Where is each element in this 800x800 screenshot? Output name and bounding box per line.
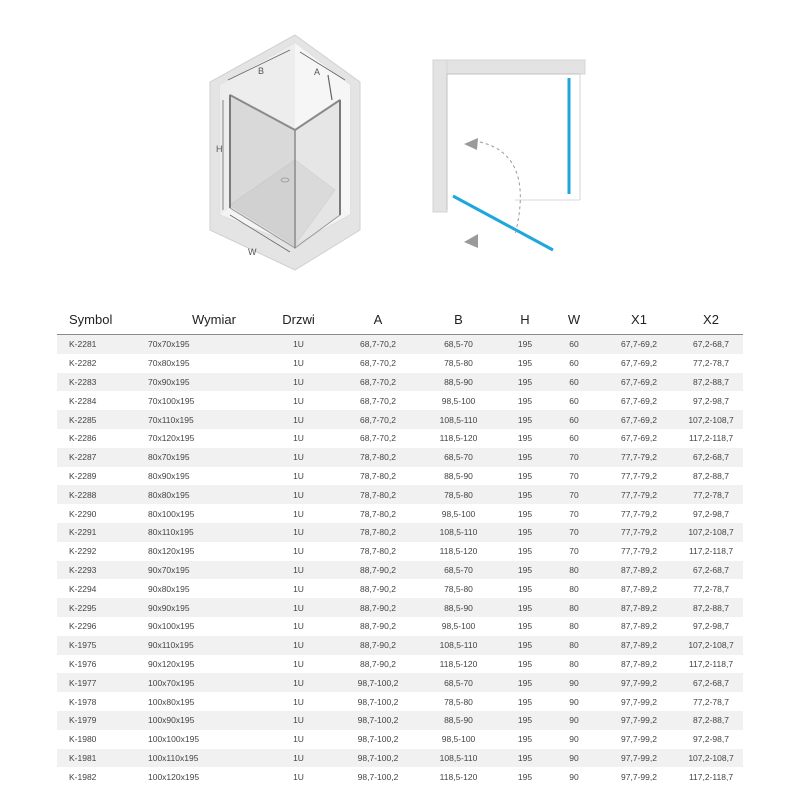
cell-symbol: K-1975 <box>69 640 97 651</box>
cell-x2: 87,2-88,7 <box>693 715 729 726</box>
cell-x1: 77,7-79,2 <box>621 527 657 538</box>
cell-b: 108,5-110 <box>439 414 478 425</box>
dimension-label-a: A <box>314 67 321 77</box>
cell-h: 195 <box>517 339 533 350</box>
cell-w: 60 <box>569 433 579 444</box>
cell-w: 80 <box>569 564 579 575</box>
cell-b: 118,5-120 <box>439 433 478 444</box>
cell-x2: 87,2-88,7 <box>693 376 729 387</box>
cell-b: 88,5-90 <box>444 376 473 387</box>
cell-w: 80 <box>569 602 579 613</box>
cell-symbol: K-2291 <box>69 527 97 538</box>
cell-drzwi: 1U <box>293 546 304 557</box>
cell-a: 88,7-90,2 <box>360 658 396 669</box>
cell-a: 68,7-70,2 <box>360 433 396 444</box>
cell-wymiar: 80x70x195 <box>148 452 190 463</box>
cell-h: 195 <box>517 696 533 707</box>
cell-b: 88,5-90 <box>444 715 473 726</box>
cell-w: 80 <box>569 640 579 651</box>
cell-wymiar: 90x110x195 <box>148 640 194 651</box>
cell-wymiar: 90x70x195 <box>148 564 190 575</box>
cell-drzwi: 1U <box>293 602 304 613</box>
cell-h: 195 <box>517 508 533 519</box>
cell-wymiar: 100x110x195 <box>148 752 199 763</box>
cell-drzwi: 1U <box>293 621 304 632</box>
cell-x1: 97,7-99,2 <box>621 677 657 688</box>
table-row <box>57 655 743 674</box>
cell-symbol: K-2286 <box>69 433 97 444</box>
cell-a: 98,7-100,2 <box>357 715 399 726</box>
cell-h: 195 <box>517 602 533 613</box>
cell-x1: 67,7-69,2 <box>621 433 657 444</box>
cell-h: 195 <box>517 621 533 632</box>
cell-w: 80 <box>569 583 579 594</box>
cell-b: 68,5-70 <box>444 677 473 688</box>
dimension-label-w: W <box>248 247 257 257</box>
cell-symbol: K-2293 <box>69 564 97 575</box>
cell-a: 88,7-90,2 <box>360 583 396 594</box>
col-header-x2: X2 <box>703 311 719 327</box>
cell-h: 195 <box>517 414 533 425</box>
cell-wymiar: 80x120x195 <box>148 546 195 557</box>
cell-wymiar: 90x120x195 <box>148 658 195 669</box>
cell-a: 68,7-70,2 <box>360 358 396 369</box>
cell-drzwi: 1U <box>293 395 304 406</box>
cell-wymiar: 90x100x195 <box>148 621 195 632</box>
cell-x1: 67,7-69,2 <box>621 358 657 369</box>
table-row <box>57 617 743 636</box>
cell-wymiar: 70x120x195 <box>148 433 195 444</box>
table-row <box>57 636 743 655</box>
cell-drzwi: 1U <box>293 376 304 387</box>
cell-b: 68,5-70 <box>444 452 473 463</box>
cell-x1: 77,7-79,2 <box>621 489 657 500</box>
cell-a: 78,7-80,2 <box>360 470 396 481</box>
table-row <box>57 749 743 768</box>
cell-wymiar: 100x90x195 <box>148 715 195 726</box>
cell-h: 195 <box>517 376 533 387</box>
cell-symbol: K-1980 <box>69 734 97 745</box>
cell-w: 60 <box>569 395 579 406</box>
cell-x1: 77,7-79,2 <box>621 470 657 481</box>
cell-w: 90 <box>569 734 579 745</box>
cell-drzwi: 1U <box>293 715 304 726</box>
shower-plan-view-diagram <box>420 50 620 270</box>
cell-h: 195 <box>517 527 533 538</box>
cell-a: 68,7-70,2 <box>360 395 396 406</box>
cell-drzwi: 1U <box>293 677 304 688</box>
col-header-x1: X1 <box>631 311 647 327</box>
cell-symbol: K-2289 <box>69 470 97 481</box>
cell-b: 108,5-110 <box>439 752 478 763</box>
table-row <box>57 410 743 429</box>
cell-x2: 107,2-108,7 <box>688 752 734 763</box>
table-row <box>57 673 743 692</box>
cell-drzwi: 1U <box>293 358 304 369</box>
cell-b: 98,5-100 <box>441 621 476 632</box>
cell-wymiar: 80x100x195 <box>148 508 195 519</box>
table-row <box>57 598 743 617</box>
table-row <box>57 579 743 598</box>
cell-h: 195 <box>517 715 533 726</box>
cell-x2: 97,2-98,7 <box>693 508 729 519</box>
cell-h: 195 <box>517 395 533 406</box>
cell-symbol: K-1982 <box>69 771 97 782</box>
cell-wymiar: 70x90x195 <box>148 376 190 387</box>
cell-x1: 87,7-89,2 <box>621 564 657 575</box>
cell-x2: 117,2-118,7 <box>688 433 734 444</box>
cell-symbol: K-2282 <box>69 358 97 369</box>
cell-b: 98,5-100 <box>441 734 476 745</box>
table-row <box>57 485 743 504</box>
cell-wymiar: 70x70x195 <box>148 339 190 350</box>
cell-x1: 97,7-99,2 <box>621 696 657 707</box>
table-row <box>57 504 743 523</box>
dimension-label-b: B <box>258 66 265 76</box>
table-row <box>57 354 743 373</box>
cell-x2: 67,2-68,7 <box>693 452 729 463</box>
cell-symbol: K-2288 <box>69 489 97 500</box>
cell-w: 60 <box>569 358 579 369</box>
cell-a: 88,7-90,2 <box>360 564 396 575</box>
cell-w: 90 <box>569 752 579 763</box>
cell-h: 195 <box>517 734 533 745</box>
cell-b: 88,5-90 <box>444 602 473 613</box>
cell-symbol: K-2295 <box>69 602 97 613</box>
col-header-wymiar: Wymiar <box>192 311 236 327</box>
table-row <box>57 467 743 486</box>
cell-x2: 97,2-98,7 <box>693 621 729 632</box>
cell-x2: 87,2-88,7 <box>693 602 729 613</box>
cell-x1: 67,7-69,2 <box>621 339 657 350</box>
cell-x2: 97,2-98,7 <box>693 395 729 406</box>
cell-a: 68,7-70,2 <box>360 414 396 425</box>
cell-wymiar: 90x90x195 <box>148 602 190 613</box>
cell-w: 70 <box>569 527 579 538</box>
cell-drzwi: 1U <box>293 527 304 538</box>
cell-b: 108,5-110 <box>439 527 478 538</box>
cell-b: 88,5-90 <box>444 470 473 481</box>
cell-h: 195 <box>517 771 533 782</box>
cell-symbol: K-1979 <box>69 715 97 726</box>
dimension-label-h: H <box>216 144 223 154</box>
cell-wymiar: 90x80x195 <box>148 583 190 594</box>
cell-b: 78,5-80 <box>444 489 473 500</box>
cell-a: 88,7-90,2 <box>360 640 396 651</box>
cell-wymiar: 80x80x195 <box>148 489 190 500</box>
cell-w: 70 <box>569 452 579 463</box>
cell-w: 90 <box>569 771 579 782</box>
table-row <box>57 448 743 467</box>
cell-symbol: K-2281 <box>69 339 97 350</box>
cell-b: 108,5-110 <box>439 640 478 651</box>
cell-x1: 67,7-69,2 <box>621 414 657 425</box>
cell-x2: 117,2-118,7 <box>688 771 734 782</box>
cell-drzwi: 1U <box>293 696 304 707</box>
swing-arrow-up-icon <box>464 138 478 150</box>
cell-h: 195 <box>517 489 533 500</box>
cell-symbol: K-2284 <box>69 395 97 406</box>
table-row <box>57 391 743 410</box>
cell-h: 195 <box>517 583 533 594</box>
table-row <box>57 335 743 354</box>
cell-drzwi: 1U <box>293 771 304 782</box>
cell-a: 68,7-70,2 <box>360 376 396 387</box>
swing-arrow-down-icon <box>464 234 478 248</box>
table-row <box>57 711 743 730</box>
cell-x1: 87,7-89,2 <box>621 658 657 669</box>
table-row <box>57 730 743 749</box>
cell-symbol: K-2292 <box>69 546 97 557</box>
cell-w: 90 <box>569 715 579 726</box>
cell-wymiar: 70x110x195 <box>148 414 194 425</box>
cell-symbol: K-2294 <box>69 583 97 594</box>
cell-wymiar: 70x100x195 <box>148 395 195 406</box>
cell-x2: 77,2-78,7 <box>693 583 729 594</box>
cell-b: 78,5-80 <box>444 358 473 369</box>
cell-a: 78,7-80,2 <box>360 452 396 463</box>
cell-a: 78,7-80,2 <box>360 489 396 500</box>
cell-wymiar: 80x110x195 <box>148 527 194 538</box>
cell-h: 195 <box>517 358 533 369</box>
cell-drzwi: 1U <box>293 433 304 444</box>
col-header-symbol: Symbol <box>69 311 113 327</box>
table-row <box>57 767 743 786</box>
cell-b: 78,5-80 <box>444 583 473 594</box>
cell-drzwi: 1U <box>293 734 304 745</box>
table-row <box>57 429 743 448</box>
cell-w: 70 <box>569 470 579 481</box>
cell-w: 80 <box>569 658 579 669</box>
cell-x2: 87,2-88,7 <box>693 470 729 481</box>
cell-a: 98,7-100,2 <box>357 734 399 745</box>
cell-x1: 97,7-99,2 <box>621 771 657 782</box>
cell-x1: 97,7-99,2 <box>621 752 657 763</box>
col-header-h: H <box>520 311 530 327</box>
cell-x2: 67,2-68,7 <box>693 339 729 350</box>
cell-x2: 77,2-78,7 <box>693 489 729 500</box>
cell-x2: 67,2-68,7 <box>693 564 729 575</box>
cell-symbol: K-1976 <box>69 658 97 669</box>
table-row <box>57 561 743 580</box>
cell-b: 98,5-100 <box>441 508 476 519</box>
cell-x2: 67,2-68,7 <box>693 677 729 688</box>
col-header-b: B <box>454 311 463 327</box>
cell-x2: 97,2-98,7 <box>693 734 729 745</box>
shower-enclosure-isometric-diagram <box>190 30 390 275</box>
col-header-a: A <box>373 311 383 327</box>
cell-symbol: K-2285 <box>69 414 97 425</box>
cell-x2: 107,2-108,7 <box>688 414 734 425</box>
cell-a: 98,7-100,2 <box>357 677 399 688</box>
table-header-row <box>57 304 743 335</box>
cell-b: 68,5-70 <box>444 564 473 575</box>
cell-wymiar: 70x80x195 <box>148 358 190 369</box>
cell-symbol: K-2283 <box>69 376 97 387</box>
cell-w: 90 <box>569 677 579 688</box>
cell-h: 195 <box>517 640 533 651</box>
cell-drzwi: 1U <box>293 583 304 594</box>
table-row <box>57 692 743 711</box>
cell-x1: 77,7-79,2 <box>621 508 657 519</box>
cell-a: 98,7-100,2 <box>357 771 399 782</box>
cell-wymiar: 100x100x195 <box>148 734 200 745</box>
specification-table <box>57 304 743 786</box>
cell-b: 118,5-120 <box>439 771 478 782</box>
table-row <box>57 542 743 561</box>
cell-w: 70 <box>569 489 579 500</box>
cell-symbol: K-1978 <box>69 696 97 707</box>
table-row <box>57 523 743 542</box>
cell-x2: 107,2-108,7 <box>688 527 734 538</box>
cell-b: 98,5-100 <box>441 395 476 406</box>
cell-symbol: K-2290 <box>69 508 97 519</box>
cell-drzwi: 1U <box>293 564 304 575</box>
cell-h: 195 <box>517 677 533 688</box>
cell-x2: 77,2-78,7 <box>693 358 729 369</box>
cell-b: 78,5-80 <box>444 696 473 707</box>
cell-x1: 87,7-89,2 <box>621 602 657 613</box>
cell-drzwi: 1U <box>293 508 304 519</box>
cell-drzwi: 1U <box>293 752 304 763</box>
cell-h: 195 <box>517 452 533 463</box>
cell-symbol: K-1977 <box>69 677 97 688</box>
cell-a: 88,7-90,2 <box>360 602 396 613</box>
cell-b: 118,5-120 <box>439 658 478 669</box>
col-header-drzwi: Drzwi <box>282 311 315 327</box>
cell-a: 78,7-80,2 <box>360 527 396 538</box>
cell-w: 90 <box>569 696 579 707</box>
cell-h: 195 <box>517 546 533 557</box>
cell-drzwi: 1U <box>293 658 304 669</box>
cell-drzwi: 1U <box>293 452 304 463</box>
cell-drzwi: 1U <box>293 640 304 651</box>
cell-symbol: K-2287 <box>69 452 97 463</box>
cell-x1: 87,7-89,2 <box>621 621 657 632</box>
cell-a: 78,7-80,2 <box>360 546 396 557</box>
cell-x1: 67,7-69,2 <box>621 395 657 406</box>
table-row <box>57 373 743 392</box>
cell-x2: 77,2-78,7 <box>693 696 729 707</box>
cell-x2: 117,2-118,7 <box>688 546 734 557</box>
cell-w: 60 <box>569 414 579 425</box>
cell-h: 195 <box>517 433 533 444</box>
cell-w: 60 <box>569 376 579 387</box>
cell-w: 70 <box>569 508 579 519</box>
cell-a: 68,7-70,2 <box>360 339 396 350</box>
cell-h: 195 <box>517 564 533 575</box>
cell-w: 70 <box>569 546 579 557</box>
cell-x1: 67,7-69,2 <box>621 376 657 387</box>
cell-a: 98,7-100,2 <box>357 696 399 707</box>
cell-wymiar: 100x70x195 <box>148 677 195 688</box>
cell-w: 80 <box>569 621 579 632</box>
cell-a: 98,7-100,2 <box>357 752 399 763</box>
col-header-w: W <box>567 311 581 327</box>
cell-drzwi: 1U <box>293 414 304 425</box>
cell-a: 88,7-90,2 <box>360 621 396 632</box>
cell-x2: 107,2-108,7 <box>688 640 734 651</box>
cell-drzwi: 1U <box>293 470 304 481</box>
cell-symbol: K-1981 <box>69 752 97 763</box>
cell-h: 195 <box>517 470 533 481</box>
cell-x1: 77,7-79,2 <box>621 452 657 463</box>
cell-h: 195 <box>517 658 533 669</box>
cell-x1: 97,7-99,2 <box>621 734 657 745</box>
cell-w: 60 <box>569 339 579 350</box>
cell-x1: 97,7-99,2 <box>621 715 657 726</box>
cell-x1: 87,7-89,2 <box>621 640 657 651</box>
cell-drzwi: 1U <box>293 489 304 500</box>
cell-x2: 117,2-118,7 <box>688 658 734 669</box>
cell-wymiar: 100x80x195 <box>148 696 195 707</box>
cell-wymiar: 80x90x195 <box>148 470 190 481</box>
cell-drzwi: 1U <box>293 339 304 350</box>
cell-x1: 77,7-79,2 <box>621 546 657 557</box>
cell-wymiar: 100x120x195 <box>148 771 200 782</box>
cell-symbol: K-2296 <box>69 621 97 632</box>
cell-b: 68,5-70 <box>444 339 473 350</box>
cell-h: 195 <box>517 752 533 763</box>
cell-x1: 87,7-89,2 <box>621 583 657 594</box>
cell-a: 78,7-80,2 <box>360 508 396 519</box>
cell-b: 118,5-120 <box>439 546 478 557</box>
